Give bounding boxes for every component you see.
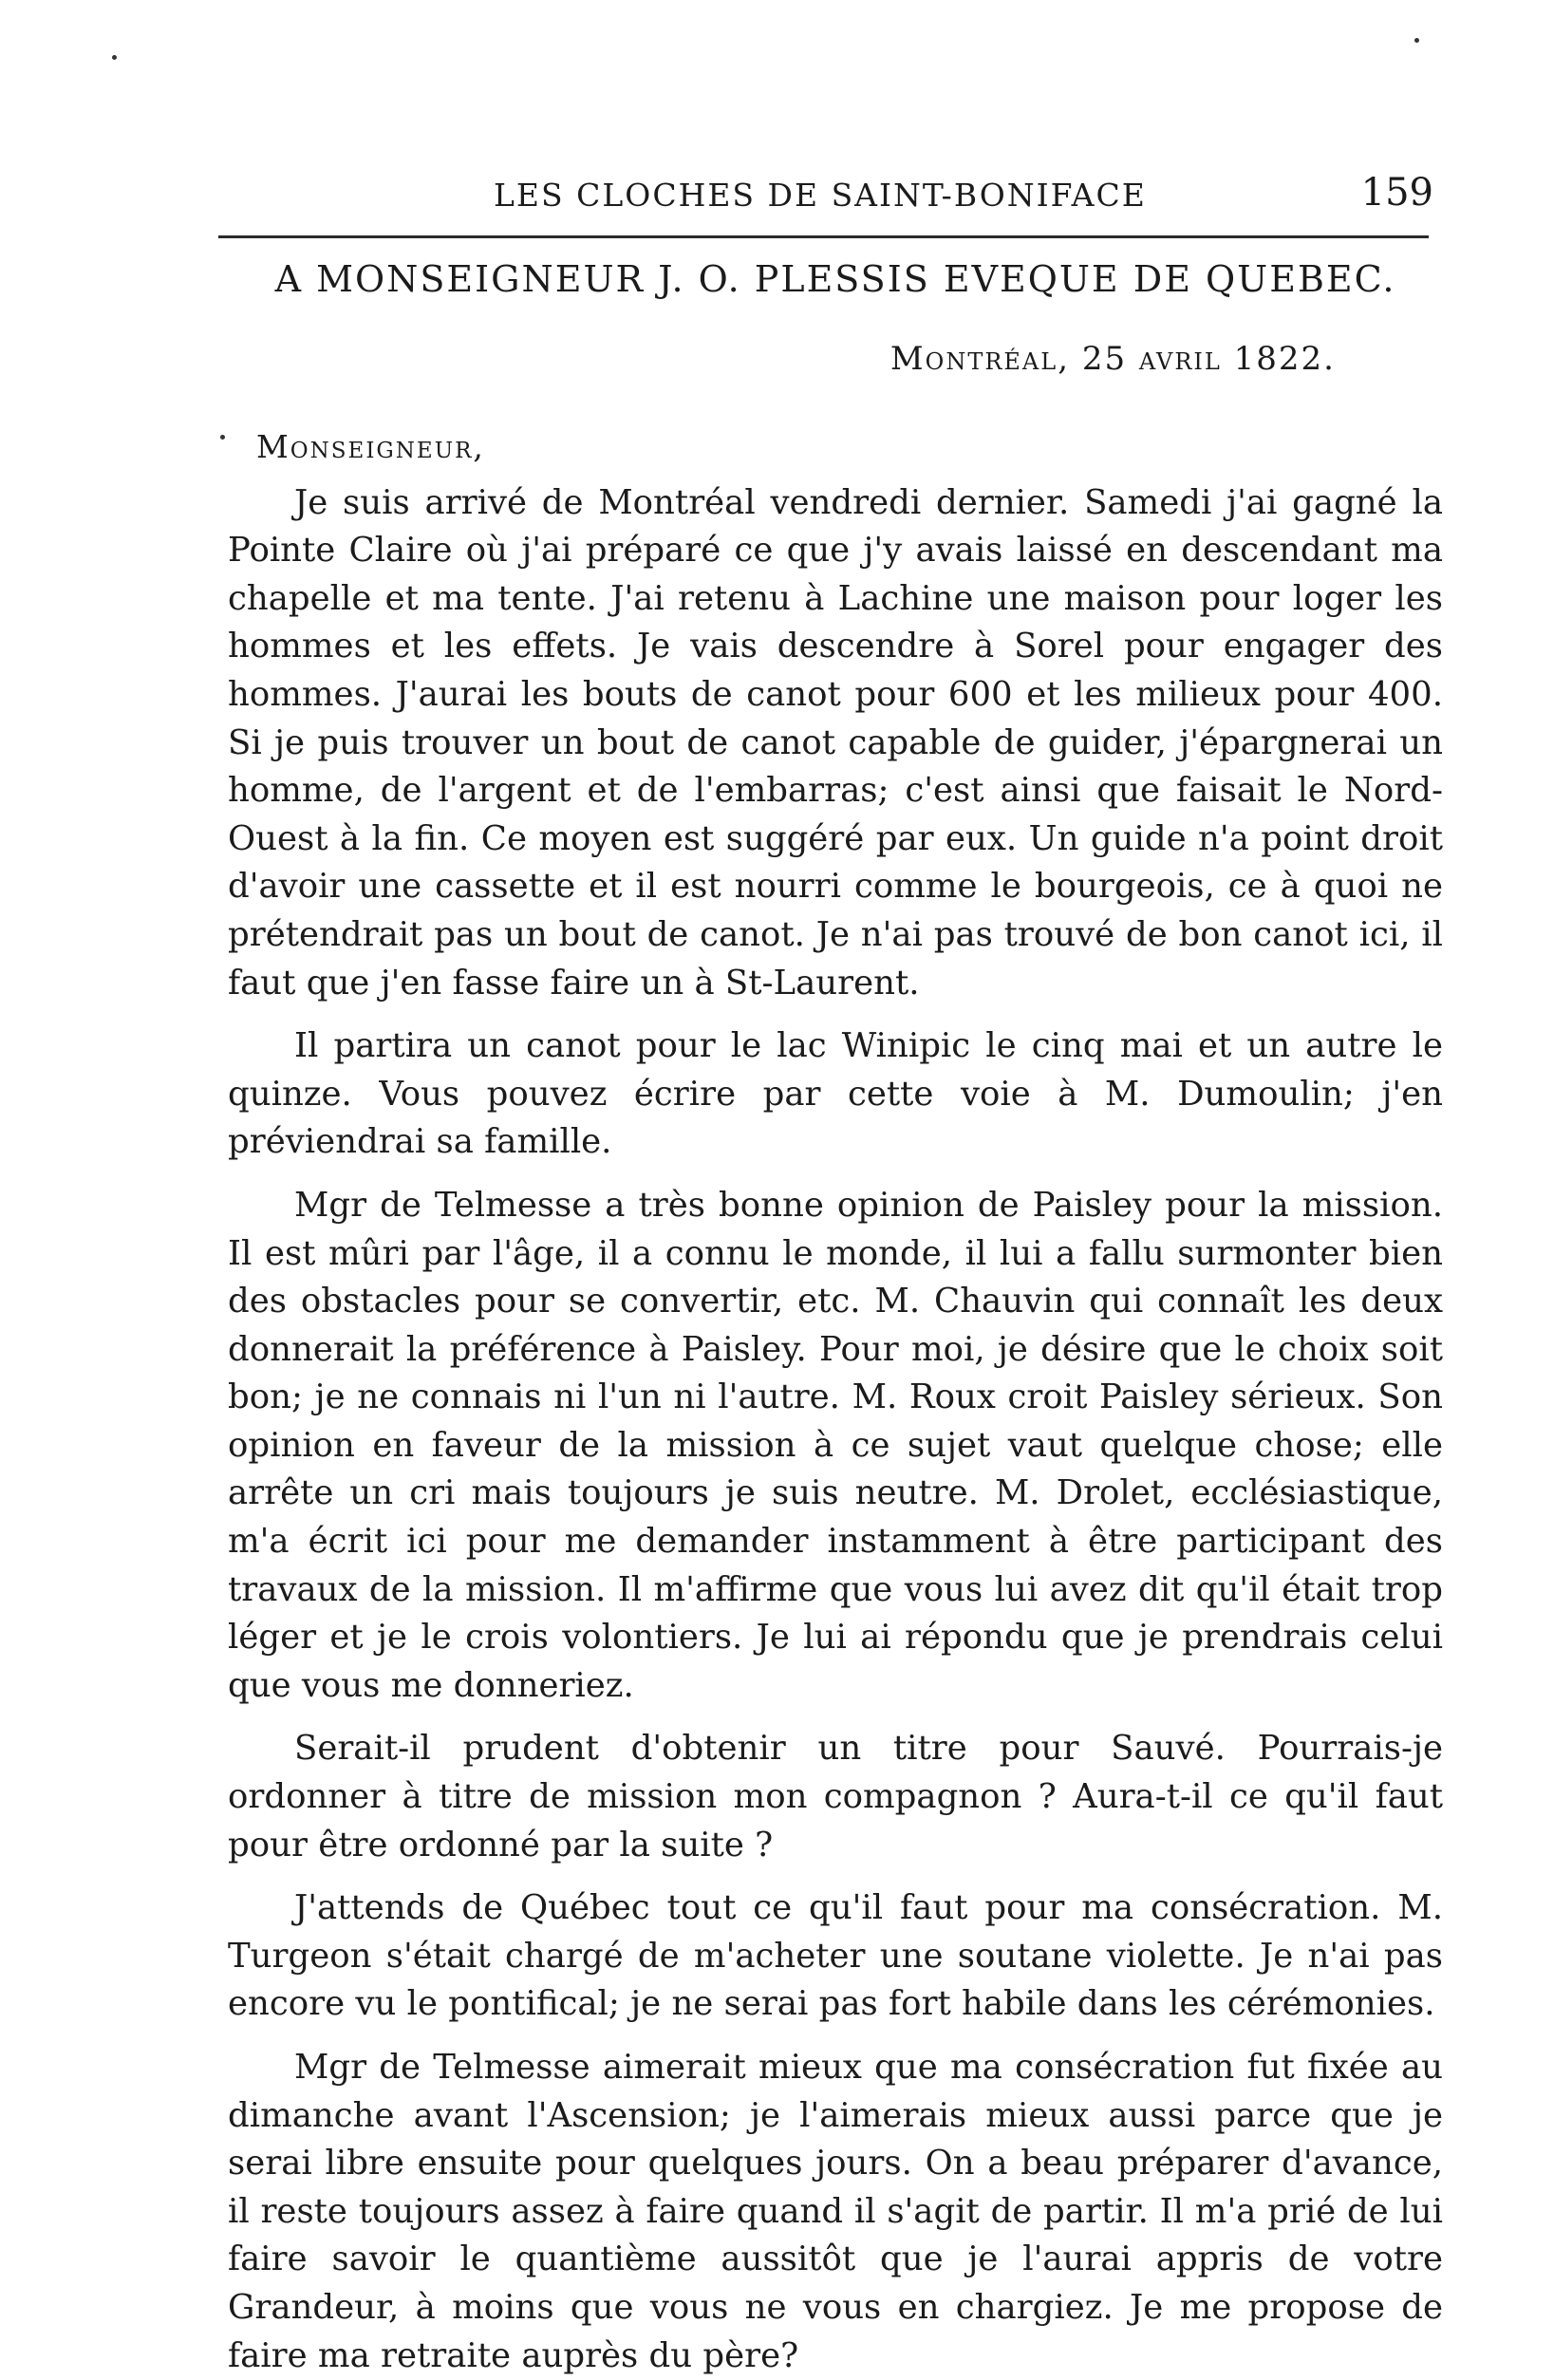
running-title: LES CLOCHES DE SAINT-BONIFACE xyxy=(494,177,1147,214)
paragraph-3: Mgr de Telmesse a très bonne opinion de Paisley pour la mission. Il est mûri par l'âge, il a connu le monde, il lui a fallu surmonter bien des obstacles pour se convertir, etc. M. Chauvin qui connaît les deux donnerait la préférence à Paisley. Pour moi, je désire que le choix soit bon; je ne connais ni l'un ni l'autre. M. Roux croit Paisley sérieux. Son opinion en faveur de la mission à ce sujet vaut quelque chose; elle arrête un cri mais toujours je suis neutre. M. Drolet, ecclésiastique, m'a écrit ici pour me demander instamment à être participant des travaux de la mission. Il m'affirme que vous lui avez dit qu'il était trop léger et je le crois volontiers. Je lui ai répondu que je prendrais celui que vous me donneriez. xyxy=(228,1185,1443,1705)
header-rule xyxy=(218,235,1429,238)
paragraph-1: Je suis arrivé de Montréal vendredi dernier. Samedi j'ai gagné la Pointe Claire où j'ai préparé ce que j'y avais laissé en descendant ma chapelle et ma tente. J'ai retenu à Lachine une maison pour loger les hommes et les effets. Je vais descendre à Sorel pour engager des hommes. J'aurai les bouts de canot pour 600 et les milieux pour 400. Si je puis trouver un bout de canot capable de guider, j'épargnerai un homme, de l'argent et de l'embarras; c'est ainsi que faisait le Nord-Ouest à la fin. Ce moyen est suggéré par eux. Un guide n'a point droit d'avoir une cassette et il est nourri comme le bourgeois, ce à quoi ne prétendrait pas un bout de canot. Je n'ai pas trouvé de bon canot ici, il faut que j'en fasse faire un à St-Laurent. xyxy=(228,482,1443,1003)
ink-speck xyxy=(112,55,117,60)
running-head xyxy=(218,171,1433,228)
letter-heading: A MONSEIGNEUR J. O. PLESSIS EVEQUE DE QUEBEC. xyxy=(274,258,1396,300)
paragraph-2: Il partira un canot pour le lac Winipic le cinq mai et un autre le quinze. Vous pouvez écrire par cette voie à M. Dumoulin; j'en préviendrai sa famille. xyxy=(228,1026,1443,1162)
letter-body xyxy=(228,423,1443,2380)
ink-speck xyxy=(220,435,225,440)
page-number: 159 xyxy=(1360,171,1433,215)
letter-salutation: Monseigneur, xyxy=(256,428,485,465)
ink-speck xyxy=(1414,38,1419,43)
paragraph-5: J'attends de Québec tout ce qu'il faut pour ma consécration. M. Turgeon s'était chargé de m'acheter une soutane violette. Je n'ai pas encore vu le pontifical; je ne serai pas fort habile dans les cérémonies. xyxy=(228,1888,1443,2024)
paragraph-6: Mgr de Telmesse aimerait mieux que ma consécration fut fixée au dimanche avant l'Ascension; je l'aimerais mieux aussi parce que je serai libre ensuite pour quelques jours. On a beau préparer d'avance, il reste toujours assez à faire quand il s'agit de partir. Il m'a prié de lui faire savoir le quantième aussitôt que je l'aurai appris de votre Grandeur, à moins que vous ne vous en chargiez. Je me propose de faire ma retraite auprès du père? xyxy=(228,2048,1443,2375)
paragraph-4: Serait-il prudent d'obtenir un titre pour Sauvé. Pourrais-je ordonner à titre de mission mon compagnon ? Aura-t-il ce qu'il faut pour être ordonné par la suite ? xyxy=(228,1729,1443,1865)
letter-dateline: Montréal, 25 avril 1822. xyxy=(889,340,1336,378)
